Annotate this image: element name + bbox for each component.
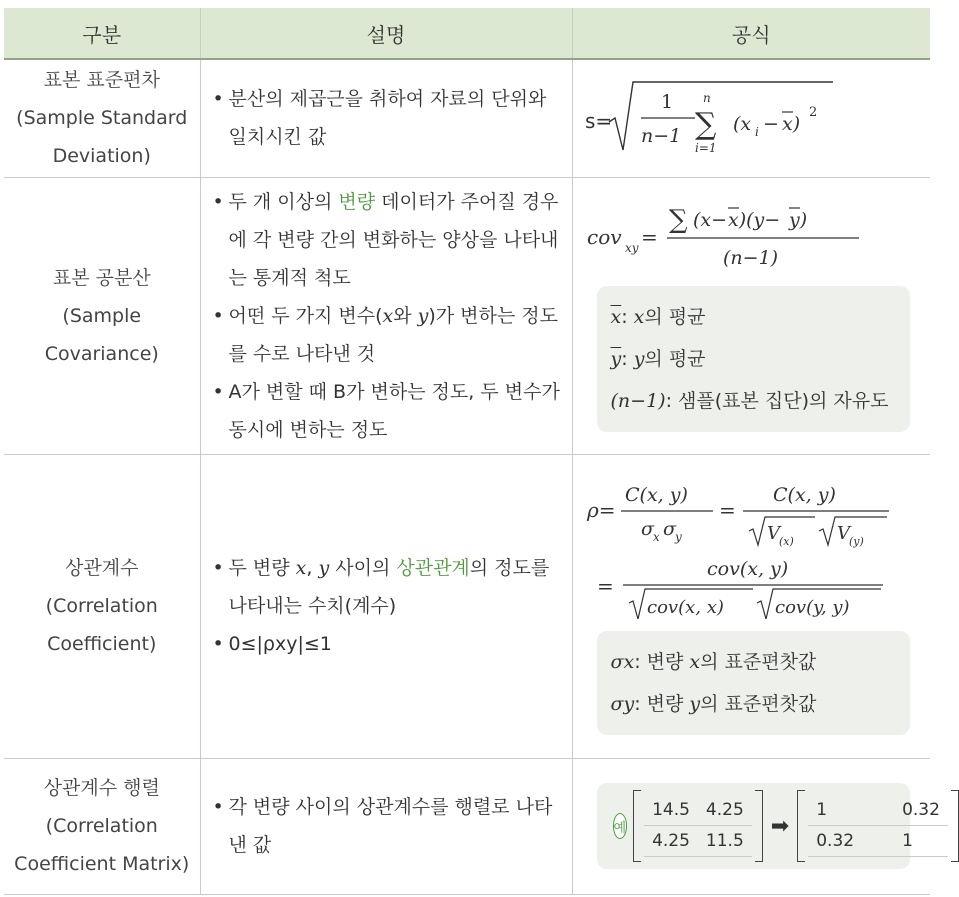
svg-text:=: =: [596, 574, 614, 598]
example-badge: 예: [613, 813, 628, 839]
svg-text:=: =: [640, 224, 658, 249]
bullet-item: • 어떤 두 가지 변수(x와 y)가 변하는 정도를 수로 나타낸 것: [211, 297, 564, 373]
category-cell: [4, 758, 200, 894]
svg-text:y: y: [674, 530, 682, 544]
formula-cell: [572, 758, 940, 894]
header-category: 구분: [4, 8, 200, 59]
category-cell: [4, 454, 200, 758]
svg-text:(x: (x: [732, 113, 751, 136]
definition-item: σy: 변량 y의 표준편찻값: [610, 693, 817, 715]
matrix-cell: 0.32: [902, 800, 940, 820]
matrix-cell: 11.5: [705, 831, 744, 851]
matrix-cell: 14.5: [652, 800, 690, 820]
category-korean: 상관계수: [65, 557, 139, 579]
formula-lhs: s=: [584, 109, 612, 134]
table-row: [4, 177, 930, 454]
svg-text:i: i: [754, 125, 759, 140]
svg-text:(n−1): (n−1): [722, 246, 778, 269]
definition-item: $\overline{y}$: y의 평균: [610, 347, 706, 370]
category-english: (Correlation: [45, 595, 158, 617]
svg-text:1: 1: [660, 91, 673, 114]
matrix-cell: 4.25: [652, 831, 690, 851]
matrix-cell: 4.25: [705, 800, 744, 820]
description-cell: [200, 454, 572, 758]
table-row: [4, 59, 930, 177]
category-english: (Sample: [62, 304, 142, 327]
svg-text:cov: cov: [586, 224, 622, 249]
svg-text:2: 2: [808, 105, 817, 121]
matrix-cell: 1: [902, 831, 913, 851]
bullet-item: • 두 개 이상의 변량 데이터가 주어질 경우에 각 변량 간의 변화하는 양상을 나타내는 통계적 척도: [211, 183, 564, 297]
svg-text:i=1: i=1: [694, 141, 717, 156]
svg-text:V: V: [836, 523, 850, 544]
category-english: (Correlation: [45, 815, 158, 837]
bullet-item: • 0≤|ρxy|≤1: [211, 625, 564, 663]
svg-text:cov(x, y): cov(x, y): [706, 558, 788, 580]
svg-text:xy: xy: [624, 240, 639, 255]
definition-box: [597, 286, 911, 432]
std-dev-formula: [583, 72, 923, 164]
svg-text:x)(y−: x)(y−: [727, 208, 780, 231]
category-korean: 표본 공분산: [52, 266, 151, 289]
covariance-formula: [583, 196, 923, 276]
category-english: Deviation): [52, 145, 151, 168]
svg-text:(y): (y): [848, 535, 864, 548]
category-korean: 표본 표준편차: [43, 69, 160, 92]
definition-item: $\overline{x}$: x의 평균: [610, 305, 706, 328]
svg-text:y): y): [788, 208, 807, 231]
correlation-formula: [583, 473, 923, 623]
highlight-term: 변량: [338, 190, 376, 213]
category-korean: 상관계수 행렬: [43, 777, 160, 799]
formula-cell: [572, 59, 930, 177]
definition-item: (n−1): 샘플(표본 집단)의 자유도: [610, 389, 889, 412]
svg-text:x: x: [652, 530, 660, 544]
svg-text:V: V: [766, 523, 780, 544]
svg-text:−: −: [762, 113, 779, 136]
bullet-item: • 각 변량 사이의 상관계수를 행렬로 나타낸 값: [211, 788, 564, 864]
definition-item: σx: 변량 x의 표준편찻값: [610, 651, 817, 673]
svg-text:cov(y, y): cov(y, y): [774, 597, 850, 618]
svg-text:=: =: [718, 498, 736, 522]
svg-text:σ: σ: [662, 518, 676, 540]
example-box: [597, 783, 940, 869]
matrix-cell: 0.32: [816, 831, 855, 851]
svg-text:ρ=: ρ=: [586, 498, 616, 522]
statistics-table: [4, 8, 940, 895]
formula-cell: [572, 454, 930, 758]
category-english: Coefficient Matrix): [14, 853, 190, 875]
category-english: Coefficient): [47, 633, 157, 655]
header-description: 설명: [200, 8, 572, 59]
highlight-term: 상관관계: [396, 557, 470, 579]
definition-box: [597, 631, 911, 735]
svg-text:σ: σ: [640, 518, 654, 540]
correlation-matrix: [797, 791, 959, 861]
table-row: [4, 454, 930, 758]
arrow-right-icon: ➡: [770, 813, 790, 839]
category-english: Covariance): [44, 342, 159, 365]
svg-text:(x): (x): [778, 535, 794, 548]
svg-text:n: n: [702, 91, 711, 106]
description-cell: [200, 177, 572, 454]
svg-text:C(x, y): C(x, y): [772, 484, 836, 506]
input-matrix: [633, 791, 763, 861]
category-cell: [4, 59, 200, 177]
bullet-item: • 분산의 제곱근을 취하여 자료의 단위와 일치시킨 값: [211, 80, 564, 156]
svg-text:x): x): [781, 113, 800, 136]
table-row: [4, 758, 930, 894]
bullet-item: • 두 변량 x, y 사이의 상관관계의 정도를 나타내는 수치(계수): [211, 549, 564, 625]
svg-text:(x−: (x−: [692, 208, 727, 231]
svg-text:n−1: n−1: [640, 125, 681, 148]
description-cell: [200, 59, 572, 177]
svg-text:∑: ∑: [668, 204, 688, 235]
svg-text:cov(x, x): cov(x, x): [646, 597, 724, 618]
matrix-cell: 1: [816, 800, 828, 820]
bullet-item: • A가 변할 때 B가 변하는 정도, 두 변수가 동시에 변하는 정도: [211, 373, 564, 449]
header-row: [4, 8, 930, 59]
svg-text:∑: ∑: [694, 107, 716, 143]
formula-cell: [572, 177, 930, 454]
category-cell: [4, 177, 200, 454]
description-cell: [200, 758, 572, 894]
header-formula: 공식: [572, 8, 930, 59]
svg-text:C(x, y): C(x, y): [624, 484, 688, 506]
category-english: (Sample Standard: [16, 107, 188, 130]
